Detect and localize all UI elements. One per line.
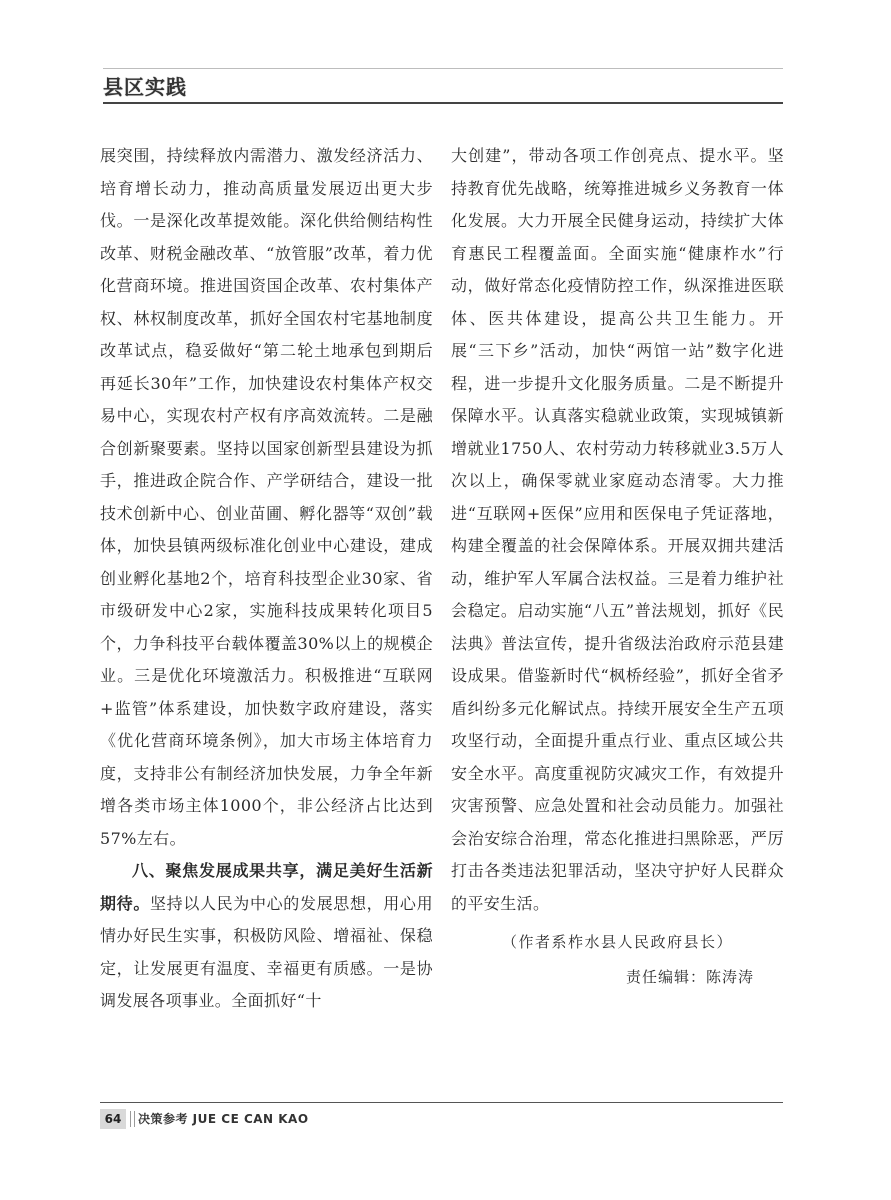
right-paragraph-1: 大创建”，带动各项工作创亮点、提水平。坚持教育优先战略，统筹推进城乡义务教育一体化发展。大力开展全民健身运动，持续扩大体育惠民工程覆盖面。全面实施“健康柞水”行动，做好常态化疫情防控工作，纵深推进医联体、医共体建设，提高公共卫生能力。开展“三下乡”活动，加快“两馆一站”数字化进程，进一步提升文化服务质量。二是不断提升保障水平。认真落实稳就业政策，实现城镇新增就业1750人、农村劳动力转移就业3.5万人次以上，确保零就业家庭动态清零。大力推进“互联网+医保”应用和医保电子凭证落地，构建全覆盖的社会保障体系。开展双拥共建活动，维护军人军属合法权益。三是着力维护社会稳定。启动实施“八五”普法规划，抓好《民法典》普法宣传，提升省级法治政府示范县建设成果。借鉴新时代“枫桥经验”，抓好全省矛盾纠纷多元化解试点。持续开展安全生产五项攻坚行动，全面提升重点行业、重点区域公共安全水平。高度重视防灾减灾工作，有效提升灾害预警、应急处置和社会动员能力。加强社会治安综合治理，常态化推进扫黑除恶，严厉打击各类违法犯罪活动，坚决守护好人民群众的平安生活。 [451,146,784,913]
header-rule [103,102,783,104]
header-top-rule [103,68,783,69]
author-byline: （作者系柞水县人民政府县长） [501,933,733,951]
footer-separator [130,1111,135,1127]
responsible-editor: 责任编辑：陈涛涛 [625,967,754,986]
right-column [451,140,784,993]
left-column [100,140,433,1018]
section-label: 县区实践 [103,75,187,99]
page-footer [100,1102,783,1130]
left-paragraph-2: 坚持以人民为中心的发展思想，用心用情办好民生实事，积极防风险、增福祉、保稳定，让发展更有温度、幸福更有质感。一是协调发展各项事业。全面抓好“十 [100,893,433,1010]
section-8-paragraph [100,855,433,1018]
page-header [103,68,783,104]
section-8-heading: 八、聚焦发展成果共享，满足美好生活新期待。 [100,861,433,913]
left-paragraph-1: 展突围，持续释放内需潜力、激发经济活力、培育增长动力，推动高质量发展迈出更大步伐。一是深化改革提效能。深化供给侧结构性改革、财税金融改革、“放管服”改革，着力优化营商环境。推进国资国企改革、农村集体产权、林权制度改革，抓好全国农村宅基地制度改革试点，稳妥做好“第二轮土地承包到期后再延长30年”工作，加快建设农村集体产权交易中心，实现农村产权有序高效流转。二是融合创新聚要素。坚持以国家创新型县建设为抓手，推进政企院合作、产学研结合，建设一批技术创新中心、创业苗圃、孵化器等“双创”载体，加快县镇两级标准化创业中心建设，建成创业孵化基地2个，培育科技型企业30家、省市级研发中心2家，实施科技成果转化项目5个，力争科技平台载体覆盖30%以上的规模企业。三是优化环境激活力。积极推进“互联网+监管”体系建设，加快数字政府建设，落实《优化营商环境条例》，加大市场主体培育力度，支持非公有制经济加快发展，力争全年新增各类市场主体1000个，非公经济占比达到57%左右。 [100,146,433,848]
journal-name: 决策参考 JUE CE CAN KAO [138,1112,309,1126]
footer-rule [100,1102,783,1103]
page-number: 64 [100,1109,126,1129]
